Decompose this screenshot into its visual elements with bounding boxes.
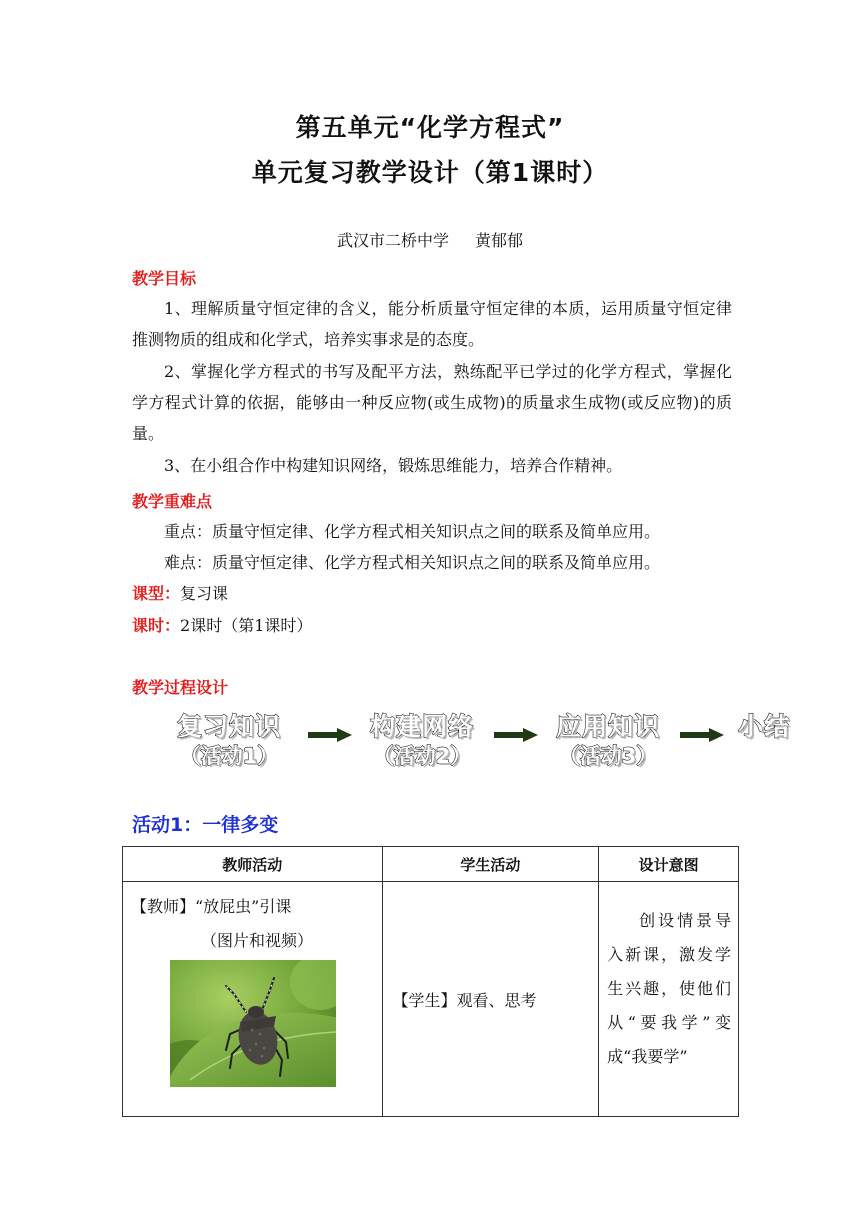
process-heading: 教学过程设计: [132, 678, 229, 697]
objectives-heading: 教学目标: [132, 269, 197, 288]
teacher-activity-media: （图片和视频）: [201, 931, 314, 950]
flow-step-title: 应用知识: [555, 712, 660, 741]
lesson-hours-value: 2课时（第1课时）: [180, 616, 313, 635]
flow-step: [170, 712, 288, 770]
flow-step-title: 构建网络: [369, 712, 474, 741]
arrow-right-icon: [494, 728, 538, 742]
teacher-activity-cell: [123, 882, 383, 1117]
objective-item: 2、掌握化学方程式的书写及配平方法，熟练配平已学过的化学方程式，掌握化学方程式计算的依据，能够由一种反应物(或生成物)的质量求生成物(或反应物)的质量。: [132, 362, 732, 443]
difficulty-point: 难点：质量守恒定律、化学方程式相关知识点之间的联系及简单应用。: [164, 553, 661, 572]
flow-step: [542, 712, 674, 770]
column-header-teacher: 教师活动: [123, 847, 383, 882]
focus-point: 重点：质量守恒定律、化学方程式相关知识点之间的联系及简单应用。: [164, 522, 661, 541]
flow-step-sub: （活动2）: [372, 744, 472, 768]
flow-step-sub: （活动3）: [558, 744, 658, 768]
student-activity-text: 【学生】观看、思考: [392, 990, 537, 1010]
lesson-type-label: 课型：: [132, 584, 181, 603]
column-header-intent: 设计意图: [599, 847, 739, 882]
lesson-hours: [132, 613, 312, 636]
objective-item: 3、在小组合作中构建知识网络，锻炼思维能力，培养合作精神。: [164, 456, 623, 475]
flow-step-title: 复习知识: [176, 712, 281, 741]
table-row: [123, 882, 739, 1117]
lesson-type-value: 复习课: [180, 584, 229, 603]
flow-step-title: 小结: [737, 712, 790, 741]
school-name: 武汉市二桥中学: [336, 231, 449, 250]
document-subtitle: 单元复习教学设计（第1课时）: [251, 158, 609, 187]
activity1-table: [122, 846, 739, 1117]
arrow-right-icon: [308, 728, 352, 742]
design-intent-text: 创设情景导入新课，激发学生兴趣，使他们从“要我学”变成“我要学”: [607, 911, 731, 1066]
lesson-type: [132, 581, 228, 604]
table-header-row: [123, 847, 739, 882]
flow-step: [732, 712, 796, 742]
teacher-activity-text: 【教师】“放屁虫”引课: [131, 897, 292, 916]
process-flow: [150, 712, 810, 772]
flow-step-sub: （活动1）: [179, 744, 279, 768]
author-name: 黄郁郁: [475, 231, 524, 250]
objective-item: 1、理解质量守恒定律的含义，能分析质量守恒定律的本质，运用质量守恒定律推测物质的组成和化学式，培养实事求是的态度。: [132, 299, 732, 349]
key-points-heading: 教学重难点: [132, 492, 213, 511]
lesson-hours-label: 课时：: [132, 616, 181, 635]
document-title: 第五单元“化学方程式”: [295, 113, 565, 142]
author-line: [0, 228, 860, 251]
student-activity-cell: [382, 882, 599, 1117]
column-header-student: 学生活动: [382, 847, 599, 882]
activity1-heading: 活动1：一律多变: [132, 814, 279, 836]
arrow-right-icon: [680, 728, 724, 742]
flow-step: [358, 712, 486, 770]
stink-bug-photo: [170, 960, 336, 1087]
design-intent-cell: [599, 882, 739, 1117]
